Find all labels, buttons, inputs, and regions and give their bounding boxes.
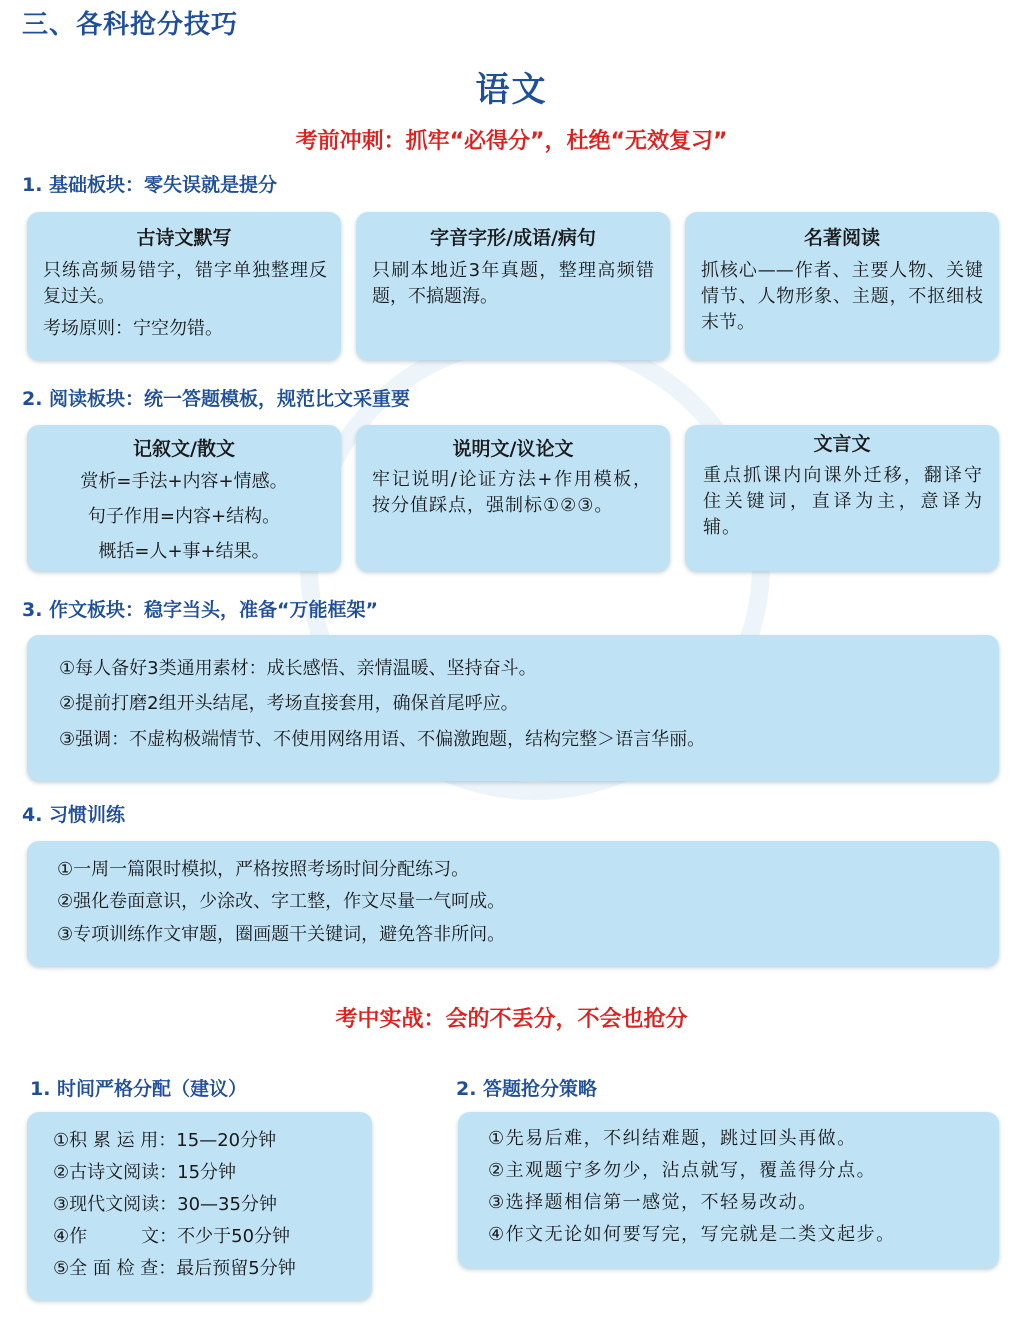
time-item: ④作 文：不少于50分钟 bbox=[53, 1226, 291, 1247]
writing-block-heading: 3. 作文板块：稳字当头，准备“万能框架” bbox=[22, 599, 379, 621]
basic-block-heading: 1. 基础板块：零失误就是提分 bbox=[22, 174, 278, 196]
time-item: ②古诗文阅读：15分钟 bbox=[53, 1162, 237, 1183]
time-plan-heading: 1. 时间严格分配（建议） bbox=[30, 1078, 248, 1100]
card-text: 只刷本地近3年真题，整理高频错题，不搞题海。 bbox=[372, 260, 654, 307]
card-strategy bbox=[458, 1112, 999, 1268]
card-poetry-dictation bbox=[27, 212, 341, 360]
card-habit bbox=[27, 841, 999, 966]
card-narrative bbox=[27, 425, 341, 571]
card-time-plan bbox=[27, 1112, 372, 1300]
card-text: 只练高频易错字，错字单独整理反复过关。 bbox=[43, 260, 327, 307]
subject-title: 语文 bbox=[475, 70, 548, 110]
reading-block-heading: 2. 阅读板块：统一答题模板，规范比文采重要 bbox=[22, 388, 411, 410]
card-text: 牢记说明/论证方法+作用模板，按分值踩点，强制标①②③。 bbox=[372, 469, 652, 516]
card-text: 抓核心——作者、主要人物、关键情节、人物形象、主题，不抠细枝末节。 bbox=[701, 260, 983, 333]
strategy-heading: 2. 答题抢分策略 bbox=[456, 1078, 598, 1100]
time-item: ③现代文阅读：30—35分钟 bbox=[53, 1194, 277, 1215]
habit-item: ②强化卷面意识，少涂改、字工整，作文尽量一气呵成。 bbox=[57, 891, 506, 912]
card-text: 赏析=手法+内容+情感。 bbox=[80, 471, 288, 492]
writing-item: ③强调：不虚构极端情节、不使用网络用语、不偏激跑题，结构完整＞语言华丽。 bbox=[59, 729, 706, 750]
card-classical-chinese bbox=[685, 425, 999, 571]
card-text: 句子作用=内容+结构。 bbox=[87, 506, 281, 527]
time-item: ⑤全 面 检 查：最后预留5分钟 bbox=[53, 1258, 296, 1279]
section-title: 三、各科抢分技巧 bbox=[22, 10, 239, 40]
card-text: 重点抓课内向课外迁移，翻译守住关键词，直译为主，意译为辅。 bbox=[703, 465, 983, 538]
habit-item: ①一周一篇限时模拟，严格按照考场时间分配练习。 bbox=[57, 859, 470, 880]
writing-item: ①每人备好3类通用素材：成长感悟、亲情温暖、坚持奋斗。 bbox=[59, 658, 537, 679]
card-text: 考场原则：宁空勿错。 bbox=[43, 318, 223, 339]
habit-item: ③专项训练作文审题，圈画题干关键词，避免答非所问。 bbox=[57, 924, 506, 945]
habit-block-heading: 4. 习惯训练 bbox=[22, 804, 126, 826]
card-writing bbox=[27, 635, 999, 781]
card-title: 文言文 bbox=[813, 433, 871, 455]
strategy-item: ②主观题宁多勿少，沾点就写，覆盖得分点。 bbox=[488, 1160, 877, 1181]
strategy-item: ③选择题相信第一感觉，不轻易改动。 bbox=[488, 1192, 818, 1213]
in-exam-banner: 考中实战：会的不丢分，不会也抢分 bbox=[335, 1007, 688, 1032]
card-expository bbox=[356, 425, 670, 571]
pre-exam-banner: 考前冲刺：抓牢“必得分”，杜绝“无效复习” bbox=[295, 129, 728, 154]
card-title: 古诗文默写 bbox=[136, 227, 232, 249]
strategy-item: ④作文无论如何要写完，写完就是二类文起步。 bbox=[488, 1224, 896, 1245]
card-title: 名著阅读 bbox=[803, 227, 880, 249]
card-classics-reading bbox=[685, 212, 999, 360]
card-title: 说明文/议论文 bbox=[452, 438, 574, 460]
card-title: 字音字形/成语/病句 bbox=[430, 227, 596, 249]
strategy-item: ①先易后难，不纠结难题，跳过回头再做。 bbox=[488, 1128, 857, 1149]
card-text: 概括=人+事+结果。 bbox=[98, 541, 270, 562]
time-item: ①积 累 运 用：15—20分钟 bbox=[53, 1130, 277, 1151]
writing-item: ②提前打磨2组开头结尾，考场直接套用，确保首尾呼应。 bbox=[59, 693, 519, 714]
card-pronunciation bbox=[356, 212, 670, 360]
card-title: 记叙文/散文 bbox=[133, 438, 235, 460]
